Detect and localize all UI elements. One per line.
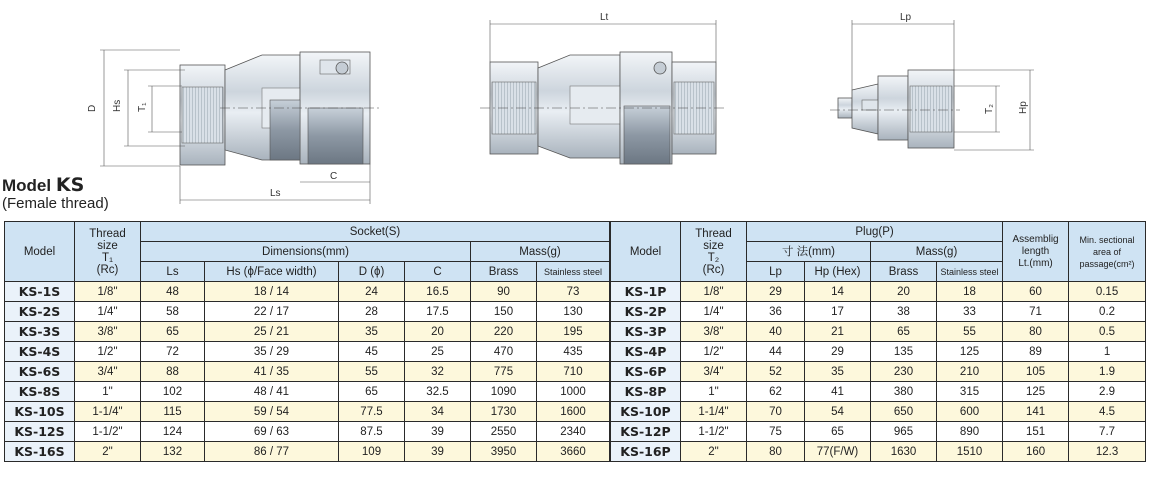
plug-table-cell: 1510 [937, 442, 1003, 462]
plug-table-cell: 44 [747, 342, 805, 362]
plug-assembly-h2: Lt.(mm) [1018, 257, 1053, 269]
socket-mass-header: Mass(g) [471, 242, 610, 262]
plug-section-h0: Min. sectional [1079, 234, 1135, 245]
socket-table-row [5, 362, 610, 382]
plug-table-cell: 4.5 [1069, 402, 1146, 422]
plug-table-cell: 33 [937, 302, 1003, 322]
socket-table-cell: 1-1/4" [75, 402, 141, 422]
socket-col-brass: Brass [471, 262, 537, 282]
socket-table-cell: 58 [141, 302, 205, 322]
socket-table-cell: 39 [405, 442, 471, 462]
socket-table-cell: 2" [75, 442, 141, 462]
socket-table-cell: 775 [471, 362, 537, 382]
plug-mass-header: Mass(g) [871, 242, 1003, 262]
socket-table-body [5, 282, 610, 462]
socket-col-stainless: Stainless steel [537, 262, 610, 282]
plug-spec-table [610, 221, 1146, 462]
socket-table-cell: 35 [339, 322, 405, 342]
plug-table-cell: 17 [805, 302, 871, 322]
plug-table-row [611, 302, 1146, 322]
plug-table-cell: 1" [681, 382, 747, 402]
plug-table-cell: 38 [871, 302, 937, 322]
plug-table-cell: 380 [871, 382, 937, 402]
dim-label-lp: Lp [900, 12, 912, 23]
plug-table-cell: 1/2" [681, 342, 747, 362]
plug-table-cell: 80 [747, 442, 805, 462]
plug-thread-h3: (Rc) [702, 263, 725, 276]
plug-col-hp: Hp (Hex) [805, 262, 871, 282]
dim-label-c: C [330, 171, 338, 182]
socket-table-cell: 72 [141, 342, 205, 362]
plug-assembly-h0: Assemblig [1012, 233, 1059, 245]
socket-table-row [5, 282, 610, 302]
plug-model-header: Model [611, 222, 681, 282]
plug-col-lp: Lp [747, 262, 805, 282]
plug-table-cell: 3/4" [681, 362, 747, 382]
socket-table-cell: 18 / 14 [205, 282, 339, 302]
socket-model-header: Model [5, 222, 75, 282]
plug-table-cell: 12.3 [1069, 442, 1146, 462]
socket-thread-h2: T₁ [102, 251, 113, 264]
plug-table-row [611, 322, 1146, 342]
socket-table-cell: 102 [141, 382, 205, 402]
plug-table-cell: 14 [805, 282, 871, 302]
plug-table-cell: 77(F/W) [805, 442, 871, 462]
plug-table-cell: 1/4" [681, 302, 747, 322]
plug-table-cell: 0.2 [1069, 302, 1146, 322]
socket-col-c: C [405, 262, 471, 282]
plug-model-cell: KS-1P [611, 282, 681, 302]
plug-table-cell: 315 [937, 382, 1003, 402]
socket-model-cell: KS-6S [5, 362, 75, 382]
socket-table-cell: 32 [405, 362, 471, 382]
socket-table-cell: 34 [405, 402, 471, 422]
plug-table-cell: 60 [1003, 282, 1069, 302]
socket-col-ls: Ls [141, 262, 205, 282]
plug-table-cell: 105 [1003, 362, 1069, 382]
socket-table-cell: 90 [471, 282, 537, 302]
socket-table-cell: 1600 [537, 402, 610, 422]
plug-dimensions-header: 寸 法(mm) [747, 242, 871, 262]
socket-table-cell: 28 [339, 302, 405, 322]
plug-model-cell: KS-16P [611, 442, 681, 462]
dim-label-t1: T₁ [137, 102, 148, 112]
plug-table-cell: 1/8" [681, 282, 747, 302]
socket-table-cell: 220 [471, 322, 537, 342]
socket-model-cell: KS-12S [5, 422, 75, 442]
plug-table-cell: 890 [937, 422, 1003, 442]
socket-table-cell: 130 [537, 302, 610, 322]
plug-table-row [611, 422, 1146, 442]
plug-table-cell: 151 [1003, 422, 1069, 442]
socket-spec-table [4, 221, 610, 462]
plug-table-cell: 1 [1069, 342, 1146, 362]
plug-table-cell: 36 [747, 302, 805, 322]
plug-table-cell: 125 [1003, 382, 1069, 402]
dim-label-lt: Lt [600, 12, 609, 23]
socket-table-cell: 1-1/2" [75, 422, 141, 442]
plug-table-cell: 1.9 [1069, 362, 1146, 382]
socket-table-cell: 195 [537, 322, 610, 342]
dim-label-hs: Hs [112, 99, 123, 112]
socket-drawing [180, 52, 380, 165]
plug-thread-h1: size [703, 239, 724, 252]
plug-model-cell: KS-6P [611, 362, 681, 382]
plug-table-cell: 0.5 [1069, 322, 1146, 342]
socket-table-cell: 16.5 [405, 282, 471, 302]
socket-table-cell: 1/8" [75, 282, 141, 302]
plug-group-header: Plug(P) [747, 222, 1003, 242]
plug-table-cell: 141 [1003, 402, 1069, 422]
socket-table-row [5, 402, 610, 422]
plug-table-cell: 18 [937, 282, 1003, 302]
socket-table-cell: 65 [141, 322, 205, 342]
socket-table-cell: 65 [339, 382, 405, 402]
socket-table-cell: 41 / 35 [205, 362, 339, 382]
socket-table-cell: 1/2" [75, 342, 141, 362]
socket-table-cell: 710 [537, 362, 610, 382]
plug-model-cell: KS-4P [611, 342, 681, 362]
plug-table-cell: 65 [871, 322, 937, 342]
plug-table-cell: 75 [747, 422, 805, 442]
socket-table-cell: 2550 [471, 422, 537, 442]
plug-drawing [830, 70, 960, 148]
plug-table-cell: 29 [805, 342, 871, 362]
socket-table-row [5, 442, 610, 462]
socket-table-cell: 470 [471, 342, 537, 362]
plug-model-cell: KS-10P [611, 402, 681, 422]
socket-col-d: D (ϕ) [339, 262, 405, 282]
plug-table-cell: 80 [1003, 322, 1069, 342]
plug-table-cell: 1-1/4" [681, 402, 747, 422]
socket-table-cell: 24 [339, 282, 405, 302]
plug-model-cell: KS-8P [611, 382, 681, 402]
socket-group-header: Socket(S) [141, 222, 610, 242]
socket-model-cell: KS-4S [5, 342, 75, 362]
plug-table-cell: 7.7 [1069, 422, 1146, 442]
socket-table-cell: 3/8" [75, 322, 141, 342]
plug-table-cell: 41 [805, 382, 871, 402]
plug-table-row [611, 382, 1146, 402]
dim-label-ls: Ls [270, 188, 281, 199]
plug-table-cell: 0.15 [1069, 282, 1146, 302]
dim-label-hp: Hp [1018, 101, 1029, 114]
plug-table-cell: 89 [1003, 342, 1069, 362]
plug-model-cell: KS-3P [611, 322, 681, 342]
socket-table-cell: 45 [339, 342, 405, 362]
plug-table-row [611, 362, 1146, 382]
socket-table-cell: 32.5 [405, 382, 471, 402]
plug-table-cell: 2.9 [1069, 382, 1146, 402]
socket-table-cell: 77.5 [339, 402, 405, 422]
plug-table-cell: 62 [747, 382, 805, 402]
plug-table-row [611, 402, 1146, 422]
plug-table-cell: 600 [937, 402, 1003, 422]
plug-col-brass: Brass [871, 262, 937, 282]
plug-table-cell: 54 [805, 402, 871, 422]
model-prefix: Model [2, 176, 56, 195]
plug-table-cell: 55 [937, 322, 1003, 342]
dim-label-t2: T₂ [984, 104, 995, 114]
socket-thread-header [75, 222, 141, 282]
plug-table-cell: 135 [871, 342, 937, 362]
dim-label-d: D [87, 104, 98, 112]
socket-table-row [5, 342, 610, 362]
socket-thread-h0: Thread [89, 227, 126, 240]
plug-table-row [611, 442, 1146, 462]
socket-table-cell: 48 [141, 282, 205, 302]
model-subtitle: (Female thread) [2, 195, 109, 212]
socket-table-cell: 20 [405, 322, 471, 342]
plug-section-header [1069, 222, 1146, 282]
plug-table-cell: 160 [1003, 442, 1069, 462]
model-heading [2, 176, 109, 195]
socket-col-hs: Hs (ϕ/Face width) [205, 262, 339, 282]
socket-table-cell: 86 / 77 [205, 442, 339, 462]
plug-table-cell: 1-1/2" [681, 422, 747, 442]
socket-table-cell: 59 / 54 [205, 402, 339, 422]
plug-table-row [611, 342, 1146, 362]
socket-thread-h3: (Rc) [96, 263, 119, 276]
socket-table-cell: 3/4" [75, 362, 141, 382]
socket-table-row [5, 302, 610, 322]
socket-table-cell: 25 / 21 [205, 322, 339, 342]
socket-model-cell: KS-8S [5, 382, 75, 402]
plug-table-cell: 52 [747, 362, 805, 382]
socket-table-cell: 150 [471, 302, 537, 322]
socket-model-cell: KS-16S [5, 442, 75, 462]
plug-table-body [611, 282, 1146, 462]
plug-thread-header [681, 222, 747, 282]
socket-table-cell: 435 [537, 342, 610, 362]
socket-table-cell: 39 [405, 422, 471, 442]
socket-table-row [5, 322, 610, 342]
plug-col-stainless: Stainless steel [937, 262, 1003, 282]
socket-table-cell: 73 [537, 282, 610, 302]
socket-table-cell: 69 / 63 [205, 422, 339, 442]
socket-table-cell: 1" [75, 382, 141, 402]
socket-model-cell: KS-2S [5, 302, 75, 322]
socket-table-cell: 109 [339, 442, 405, 462]
socket-table-cell: 87.5 [339, 422, 405, 442]
socket-table-cell: 1/4" [75, 302, 141, 322]
plug-thread-h0: Thread [695, 227, 732, 240]
plug-table-cell: 3/8" [681, 322, 747, 342]
technical-drawings [0, 0, 1151, 210]
plug-table-cell: 965 [871, 422, 937, 442]
assembly-drawing [480, 52, 725, 164]
socket-table-cell: 2340 [537, 422, 610, 442]
plug-table-cell: 230 [871, 362, 937, 382]
socket-dimensions-header: Dimensions(mm) [141, 242, 471, 262]
socket-thread-h1: size [97, 239, 118, 252]
plug-model-cell: KS-2P [611, 302, 681, 322]
plug-section-h2: passage(cm²) [1079, 258, 1135, 269]
plug-table-row [611, 282, 1146, 302]
socket-table-row [5, 382, 610, 402]
plug-table-cell: 40 [747, 322, 805, 342]
plug-table-cell: 2" [681, 442, 747, 462]
socket-table-cell: 88 [141, 362, 205, 382]
socket-table-cell: 1730 [471, 402, 537, 422]
plug-table-cell: 210 [937, 362, 1003, 382]
socket-table-cell: 115 [141, 402, 205, 422]
socket-table-cell: 124 [141, 422, 205, 442]
socket-model-cell: KS-10S [5, 402, 75, 422]
socket-table-cell: 17.5 [405, 302, 471, 322]
plug-table-cell: 125 [937, 342, 1003, 362]
socket-table-cell: 3950 [471, 442, 537, 462]
plug-table-cell: 21 [805, 322, 871, 342]
socket-table-cell: 25 [405, 342, 471, 362]
socket-table-cell: 1000 [537, 382, 610, 402]
plug-thread-h2: T₂ [707, 251, 720, 264]
socket-table-cell: 48 / 41 [205, 382, 339, 402]
model-name: KS [55, 174, 85, 196]
plug-table-cell: 20 [871, 282, 937, 302]
plug-table-cell: 70 [747, 402, 805, 422]
plug-table-cell: 71 [1003, 302, 1069, 322]
socket-table-cell: 55 [339, 362, 405, 382]
plug-model-cell: KS-12P [611, 422, 681, 442]
plug-section-h1: area of [1093, 246, 1122, 257]
socket-model-cell: KS-1S [5, 282, 75, 302]
socket-model-cell: KS-3S [5, 322, 75, 342]
plug-assembly-h1: length [1021, 245, 1050, 257]
socket-table-cell: 22 / 17 [205, 302, 339, 322]
plug-table-cell: 35 [805, 362, 871, 382]
socket-table-cell: 1090 [471, 382, 537, 402]
plug-table-cell: 29 [747, 282, 805, 302]
socket-table-cell: 35 / 29 [205, 342, 339, 362]
plug-table-cell: 1630 [871, 442, 937, 462]
plug-assembly-header [1003, 222, 1069, 282]
socket-table-cell: 3660 [537, 442, 610, 462]
plug-table-cell: 65 [805, 422, 871, 442]
plug-table-cell: 650 [871, 402, 937, 422]
socket-table-cell: 132 [141, 442, 205, 462]
model-title [2, 176, 109, 211]
socket-table-row [5, 422, 610, 442]
